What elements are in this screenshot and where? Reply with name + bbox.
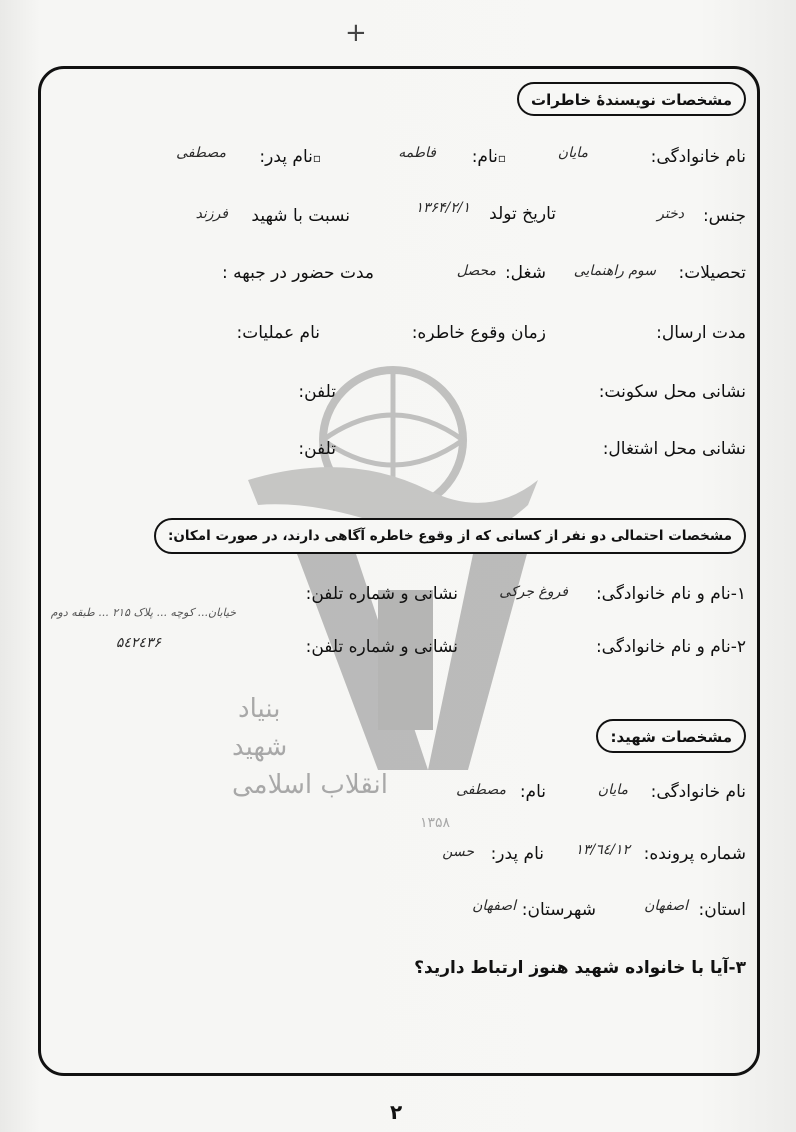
writer-family-label: نام خانوادگی: [650, 147, 746, 167]
event-time-label: زمان وقوع خاطره: [411, 323, 546, 343]
crop-mark: + [345, 18, 367, 48]
martyr-family-value: مایان [597, 782, 628, 798]
witness2-name-label: ۲-نام و نام خانوادگی: [595, 637, 746, 657]
writer-name-label: ▫نام: [471, 147, 506, 167]
home-address-label: نشانی محل سکونت: [598, 382, 746, 402]
relation-label: نسبت با شهید [251, 206, 350, 226]
relation-value: فرزند [195, 206, 228, 222]
file-label: شماره پرونده: [643, 844, 746, 864]
witnesses-section-title: مشخصات احتمالی دو نفر از کسانی که از وقوع خاطره آگاهی دارند، در صورت امکان: [154, 518, 746, 554]
stamp-code: ۱۳۵۸ [420, 815, 451, 831]
province-value: اصفهان [644, 898, 688, 914]
phone-label-2: تلفن: [298, 439, 336, 459]
front-label: مدت حضور در جبهه : [222, 263, 374, 283]
work-address-label: نشانی محل اشتغال: [602, 439, 746, 459]
phone-label-1: تلفن: [298, 382, 336, 402]
writer-section-title: مشخصات نویسندهٔ خاطرات [517, 82, 746, 116]
witness1-address-value: خیابان... کوچه ... پلاک ۲۱۵ ... طبقه دوم [50, 606, 236, 619]
martyr-name-label: نام: [519, 782, 546, 802]
contact-question: ۳-آیا با خانواده شهید هنوز ارتباط دارید؟ [414, 958, 746, 978]
witness2-address-label: نشانی و شماره تلفن: [305, 637, 458, 657]
martyr-name-value: مصطفی [456, 782, 506, 798]
stamp-line3: انقلاب اسلامی [232, 770, 388, 800]
witness1-name-label: ۱-نام و نام خانوادگی: [595, 584, 746, 604]
witness1-phone-value: ۵٤۲٤۳۶ [115, 635, 161, 651]
job-value: محصل [456, 263, 496, 279]
stamp-line1: بنیاد [238, 694, 281, 724]
witness1-address-label: نشانی و شماره تلفن: [305, 584, 458, 604]
send-label: مدت ارسال: [656, 323, 746, 343]
operation-label: نام عملیات: [236, 323, 320, 343]
stamp-line2: شهید [232, 732, 288, 762]
witness1-name-value: فروغ جرکی [499, 584, 568, 600]
writer-father-label-text: نام پدر: [259, 147, 313, 167]
birth-label: تاریخ تولد [489, 204, 556, 224]
city-label: شهرستان: [521, 900, 596, 920]
writer-name-value: فاطمه [398, 145, 436, 161]
writer-family-value: مایان [557, 145, 588, 161]
writer-name-label-text: نام: [471, 147, 498, 167]
education-value: سوم راهنمایی [573, 263, 656, 279]
job-label: شغل: [504, 263, 546, 283]
education-label: تحصیلات: [678, 263, 746, 283]
city-value: اصفهان [472, 898, 516, 914]
martyr-father-label: نام پدر: [490, 844, 544, 864]
province-label: استان: [698, 900, 746, 920]
birth-value: ۱۳۶۴/۲/۱ [415, 200, 470, 216]
form-frame [38, 66, 760, 1076]
martyr-family-label: نام خانوادگی: [650, 782, 746, 802]
martyr-father-value: حسن [442, 844, 474, 860]
file-value: ۱۲/٦٤/۱۳ [575, 842, 630, 858]
writer-father-label: ▫نام پدر: [259, 147, 321, 167]
martyr-section-title: مشخصات شهید: [596, 719, 746, 753]
gender-label: جنس: [702, 206, 746, 226]
page-number: ۲ [390, 1100, 403, 1124]
writer-father-value: مصطفی [176, 145, 226, 161]
gender-value: دختر [657, 206, 684, 222]
